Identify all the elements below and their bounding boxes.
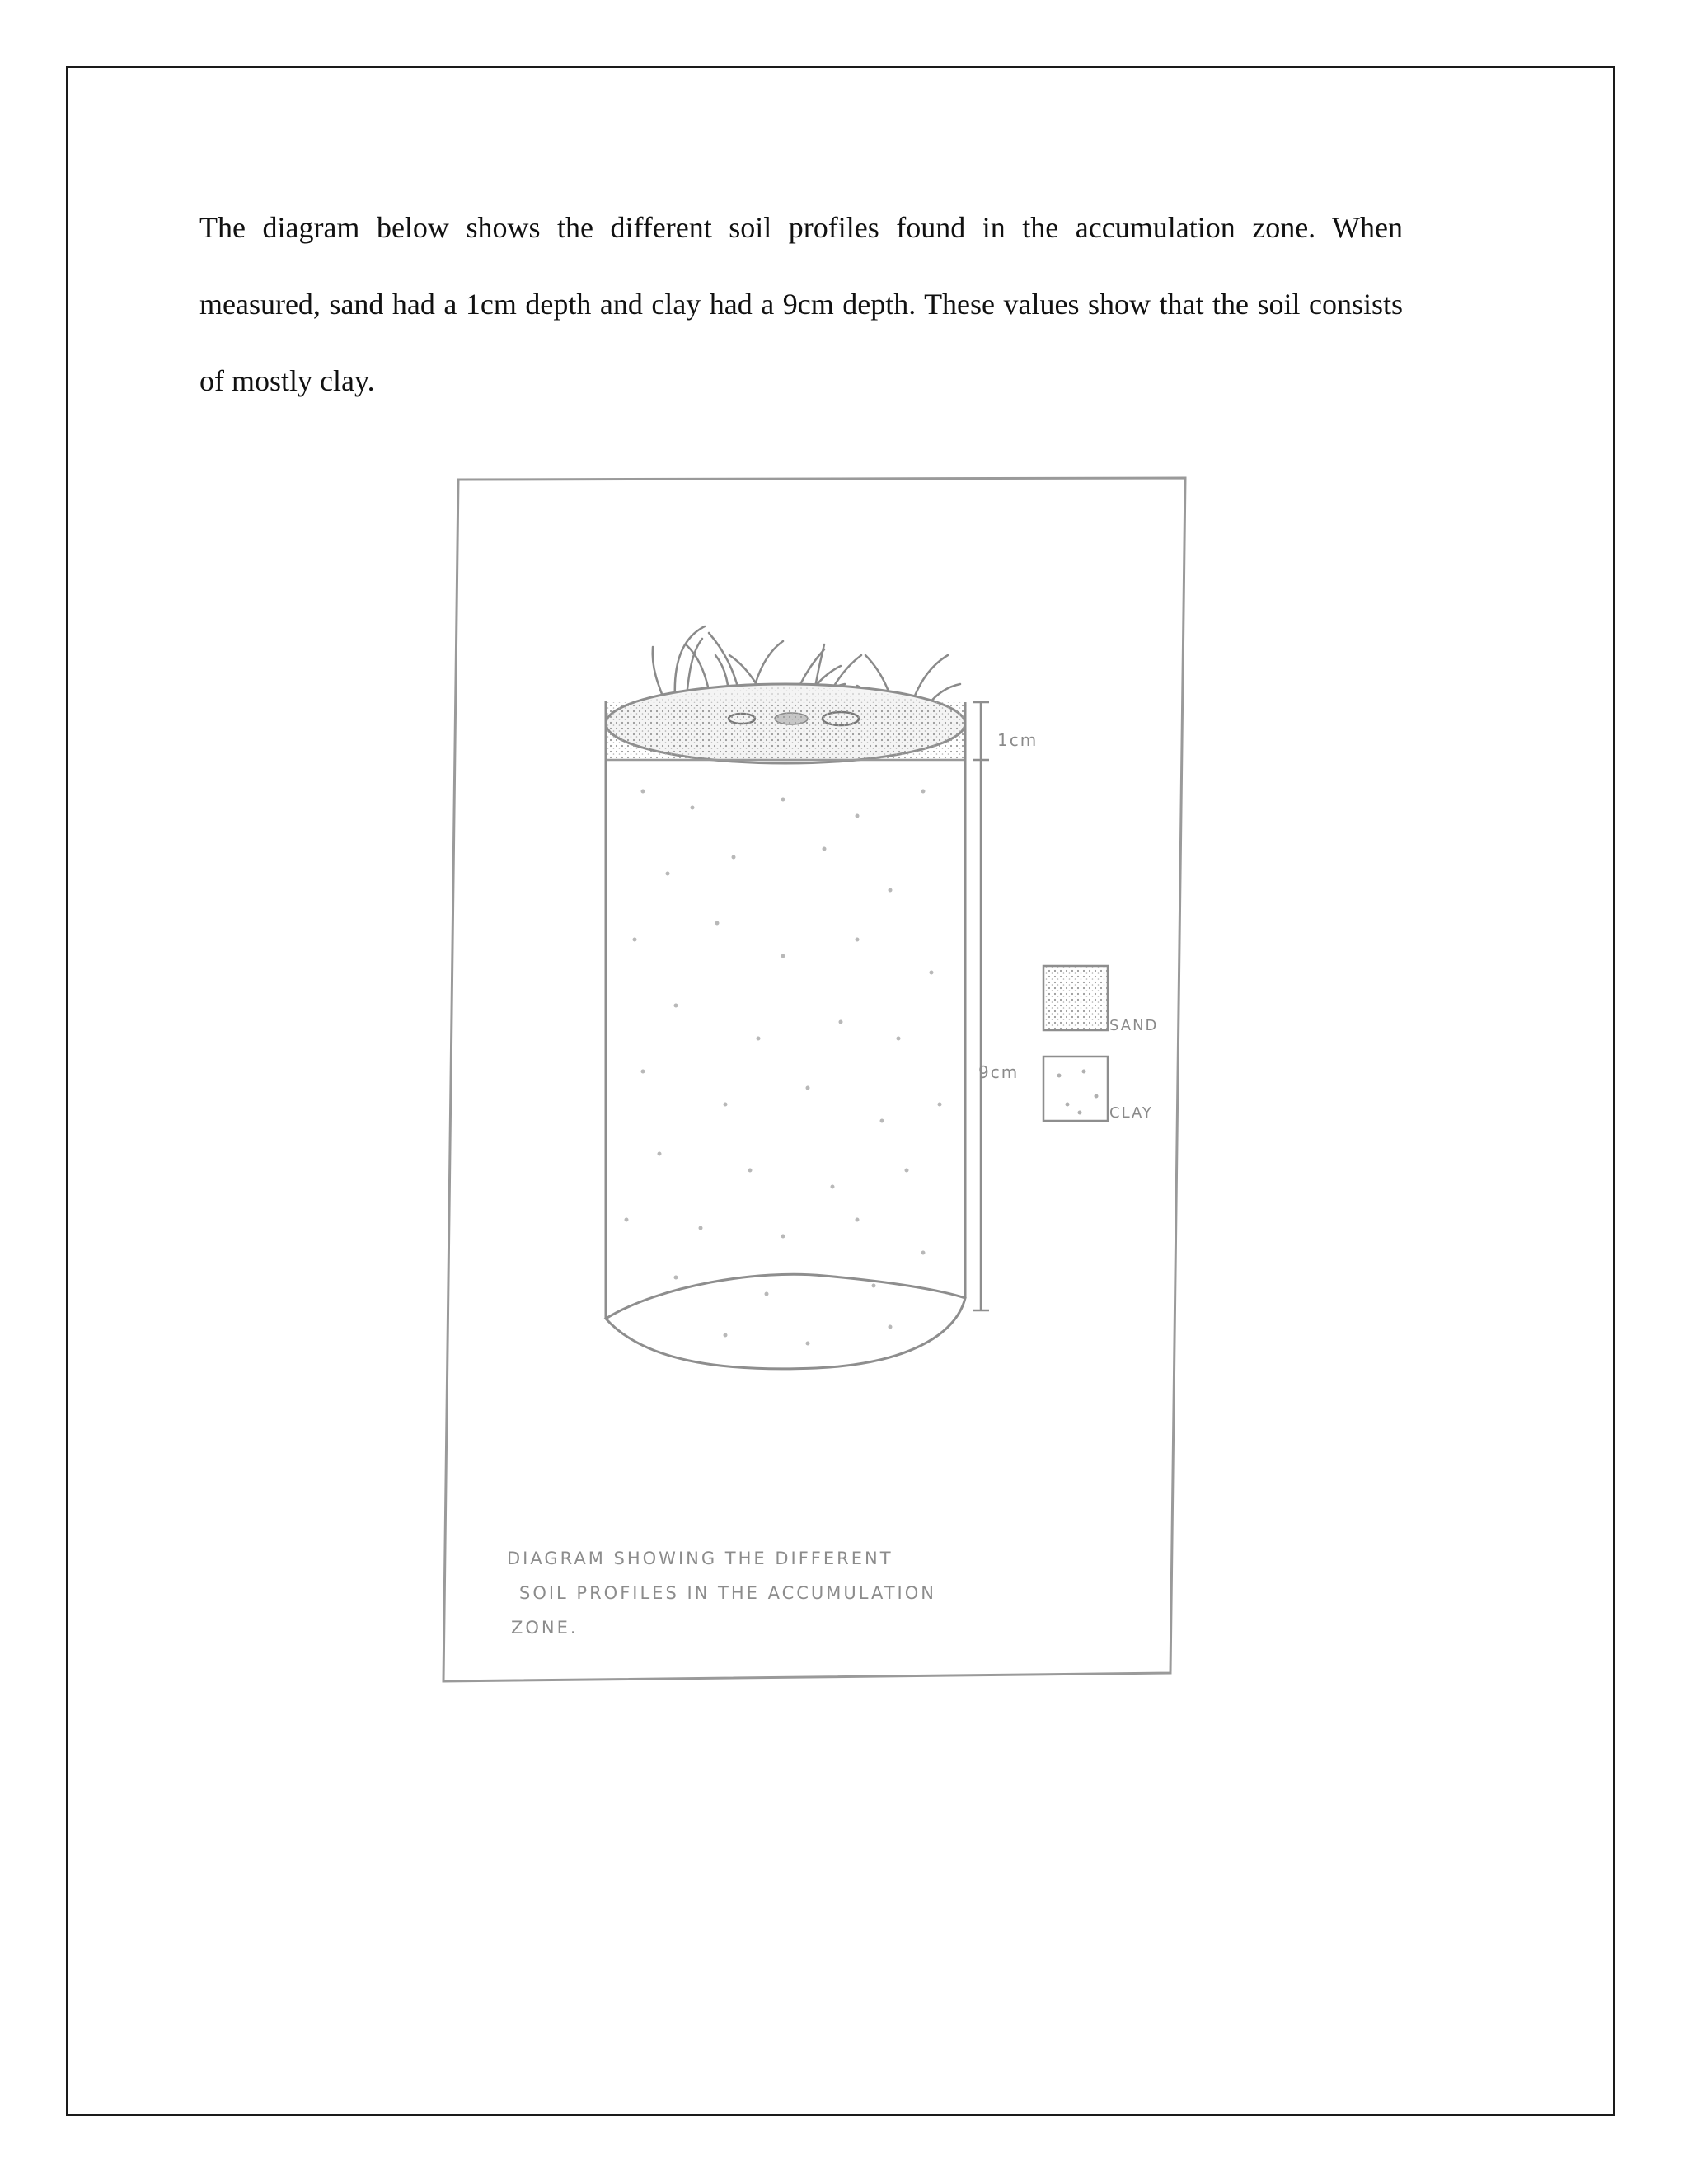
- core-bottom: [606, 1274, 965, 1369]
- soil-profile-diagram: [396, 462, 1220, 1714]
- clay-depth-label: 9cm: [978, 1062, 1020, 1082]
- legend-clay-swatch: [1043, 1057, 1108, 1121]
- caption-line-3: ZONE.: [511, 1618, 579, 1638]
- depth-markers: [973, 702, 989, 1310]
- legend-sand-swatch: [1043, 966, 1108, 1030]
- caption-line-2: SOIL PROFILES IN THE ACCUMULATION: [519, 1583, 936, 1603]
- clay-layer: [625, 790, 942, 1346]
- sand-depth-label: 1cm: [997, 730, 1039, 750]
- intro-paragraph: The diagram below shows the different soil profiles found in the accumulation zone. When measured, sand had a 1cm depth and clay had a 9cm depth. These values show that the soil consists of mostly clay.: [199, 211, 1403, 397]
- legend-sand-label: SAND: [1109, 1017, 1159, 1034]
- caption-line-1: DIAGRAM SHOWING THE DIFFERENT: [507, 1549, 893, 1568]
- legend-clay-label: CLAY: [1109, 1104, 1153, 1122]
- sand-layer: [606, 702, 965, 760]
